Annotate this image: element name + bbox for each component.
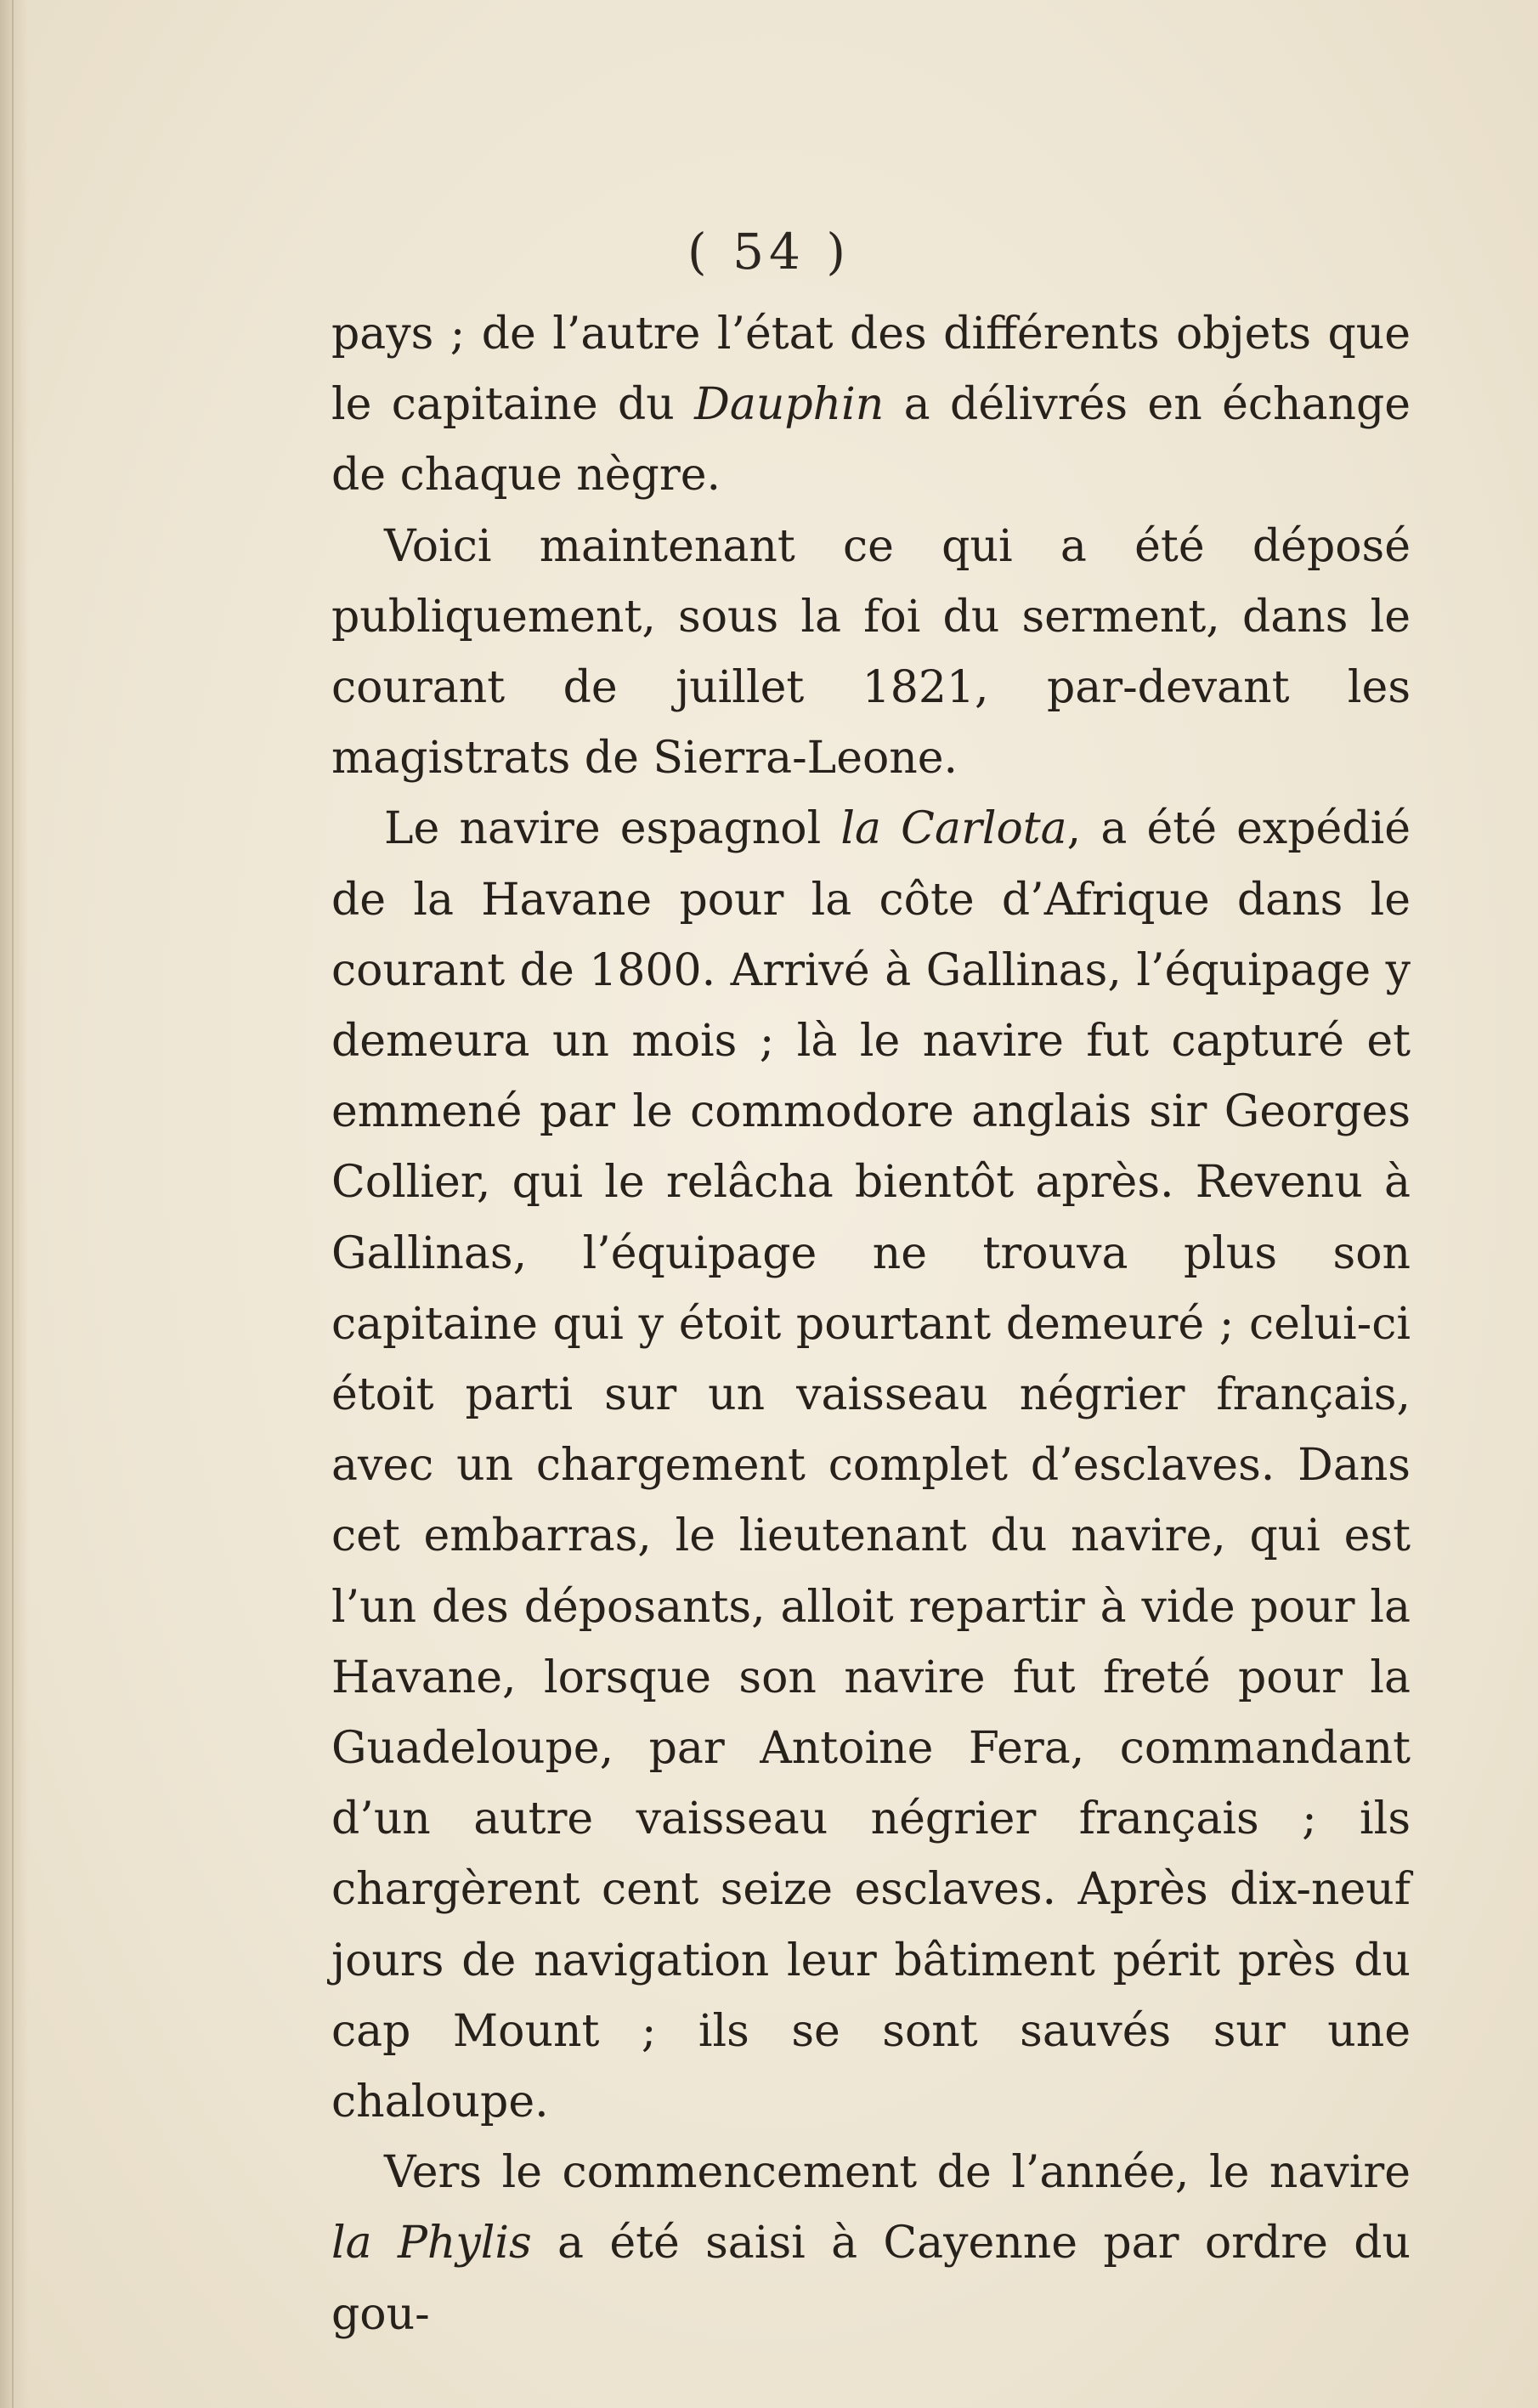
text-run: Le navire espagnol bbox=[384, 803, 841, 855]
text-run: a été saisi à Cayenne par ordre du gou- bbox=[331, 2218, 1411, 2340]
text-run: Vers le commencement de l’année, le navire bbox=[384, 2147, 1411, 2199]
text-run: , a été expédié de la Havane pour la côte d’Afrique dans le courant de 1800. Arrivé à Gallinas, l’équipage y demeura un mois ; là le navire fut capturé et emmené par le commodore anglais sir Georges Collier, qui le relâcha bientôt après. Revenu à Gallinas, l’équipage ne trouva plus son capitaine qui y étoit pourtant demeuré ; celui-ci étoit parti sur un vaisseau négrier français, avec un chargement complet d’esclaves. Dans cet embarras, le lieutenant du navire, qui est l’un des déposants, alloit repartir à vide pour la Havane, lorsque son navire fut freté pour la Guadeloupe, par Antoine Fera, commandant d’un autre vaisseau négrier français ; ils chargèrent cent seize esclaves. Après dix-neuf jours de navigation leur bâtiment périt près du cap Mount ; ils se sont sauvés sur une chaloupe. bbox=[331, 803, 1411, 2128]
text-run: Voici maintenant ce qui a été déposé publiquement, sous la foi du serment, dans le courant de juillet 1821, par-devant les magistrats de Sierra-Leone. bbox=[331, 520, 1411, 785]
italic-ship-name: la Phylis bbox=[331, 2218, 532, 2269]
italic-ship-name: Dauphin bbox=[694, 379, 885, 431]
binding-gutter-line bbox=[12, 0, 14, 2408]
text-run: pays ; de l’autre l’état des différents objets que le capitaine du bbox=[331, 309, 1411, 431]
text-run: a délivrés en échange de chaque nègre. bbox=[331, 379, 1411, 501]
paragraph bbox=[331, 794, 1411, 2138]
page-number: ( 54 ) bbox=[687, 223, 851, 280]
italic-ship-name: la Carlota bbox=[840, 803, 1067, 855]
paragraph bbox=[331, 512, 1411, 795]
paragraph bbox=[331, 299, 1411, 512]
binding-gutter-shadow bbox=[0, 0, 29, 2408]
body-text bbox=[331, 299, 1411, 2350]
paragraph bbox=[331, 2138, 1411, 2350]
